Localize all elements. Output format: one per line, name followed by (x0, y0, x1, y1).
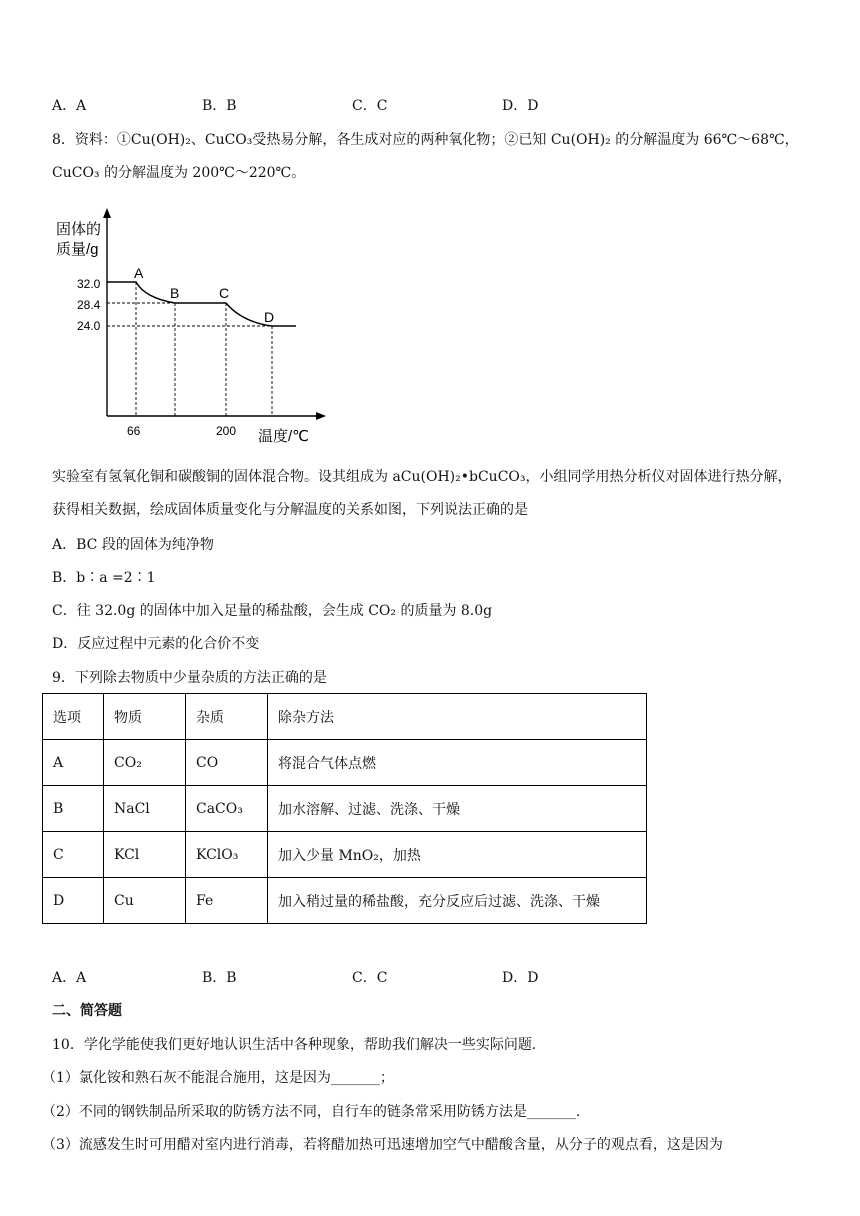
q9-option-b: B．B (202, 970, 237, 986)
q7-option-a: A．A (52, 98, 87, 114)
table-header: 除杂方法 (268, 694, 647, 740)
table-row (43, 832, 647, 878)
q8-stem-line2: CuCO₃ 的分解温度为 200℃～220℃。 (52, 165, 306, 181)
table-header-row (43, 694, 647, 740)
q8-stem-line1: 8．资料：①Cu(OH)₂、CuCO₃受热易分解，各生成对应的两种氧化物；②已知 Cu(OH)₂ 的分解温度为 66℃～68℃， (52, 132, 799, 148)
q8-option-b: B．b∶a =2∶1 (52, 570, 156, 586)
table-cell: B (43, 786, 104, 832)
point-label-a: A (134, 265, 144, 281)
table-cell: Fe (186, 878, 268, 924)
table-cell: 将混合气体点燃 (268, 740, 647, 786)
q8-body-line1: 实验室有氢氧化铜和碳酸铜的固体混合物。设其组成为 aCu(OH)₂•bCuCO₃，小组同学用热分析仪对固体进行热分解， (52, 469, 792, 485)
table-cell: CO₂ (104, 740, 186, 786)
q9-option-a: A．A (52, 970, 87, 986)
impurity-table (42, 693, 647, 924)
q8-option-a: A．BC 段的固体为纯净物 (52, 537, 214, 553)
q9-stem: 9．下列除去物质中少量杂质的方法正确的是 (52, 670, 327, 686)
y-axis-label-line1: 固体的 (56, 221, 102, 238)
y-axis-label-line2: 质量/g (56, 241, 99, 258)
table-cell: CaCO₃ (186, 786, 268, 832)
q9-option-d: D．D (502, 970, 539, 986)
y-tick-24: 24.0 (77, 319, 101, 333)
point-label-d: D (264, 309, 275, 325)
table-row (43, 878, 647, 924)
x-axis-arrow (316, 412, 326, 420)
q10-part1: （1）氯化铵和熟石灰不能混合施用，这是因为_______； (42, 1070, 394, 1086)
q8-option-c: C．往 32.0g 的固体中加入足量的稀盐酸，会生成 CO₂ 的质量为 8.0g (52, 603, 493, 619)
x-axis-label: 温度/℃ (258, 428, 310, 445)
q10-part3: （3）流感发生时可用醋对室内进行消毒，若将醋加热可迅速增加空气中醋酸含量，从分子的观点看，这是因为 (42, 1137, 723, 1153)
mass-temperature-chart (50, 205, 340, 445)
table-cell: KCl (104, 832, 186, 878)
q9-option-c: C．C (352, 970, 388, 986)
table-cell: C (43, 832, 104, 878)
table-cell: 加入少量 MnO₂，加热 (268, 832, 647, 878)
table-header: 杂质 (186, 694, 268, 740)
point-label-c: C (219, 285, 230, 301)
table-cell: A (43, 740, 104, 786)
x-tick-66: 66 (127, 424, 141, 438)
table-cell: Cu (104, 878, 186, 924)
table-cell: KClO₃ (186, 832, 268, 878)
q10-part2: （2）不同的钢铁制品所采取的防锈方法不同，自行车的链条常采用防锈方法是_______. (42, 1104, 581, 1120)
table-cell: D (43, 878, 104, 924)
guide-lines (107, 282, 275, 416)
y-tick-28: 28.4 (77, 298, 101, 312)
y-tick-32: 32.0 (77, 277, 101, 291)
table-cell: NaCl (104, 786, 186, 832)
x-tick-200: 200 (216, 424, 237, 438)
table-row (43, 786, 647, 832)
table-header: 选项 (43, 694, 104, 740)
q8-body-line2: 获得相关数据，绘成固体质量变化与分解温度的关系如图，下列说法正确的是 (52, 502, 528, 518)
point-label-b: B (170, 285, 180, 301)
q7-option-c: C．C (352, 98, 388, 114)
y-axis-arrow (103, 208, 111, 218)
q8-option-d: D．反应过程中元素的化合价不变 (52, 636, 260, 652)
section-title: 二、简答题 (52, 1003, 122, 1019)
table-header: 物质 (104, 694, 186, 740)
table-cell: CO (186, 740, 268, 786)
table-row (43, 740, 647, 786)
q7-option-d: D．D (502, 98, 539, 114)
q7-option-b: B．B (202, 98, 237, 114)
table-cell: 加水溶解、过滤、洗涤、干燥 (268, 786, 647, 832)
table-cell: 加入稍过量的稀盐酸，充分反应后过滤、洗涤、干燥 (268, 878, 647, 924)
q10-stem: 10．学化学能使我们更好地认识生活中各种现象，帮助我们解决一些实际问题. (52, 1037, 537, 1053)
